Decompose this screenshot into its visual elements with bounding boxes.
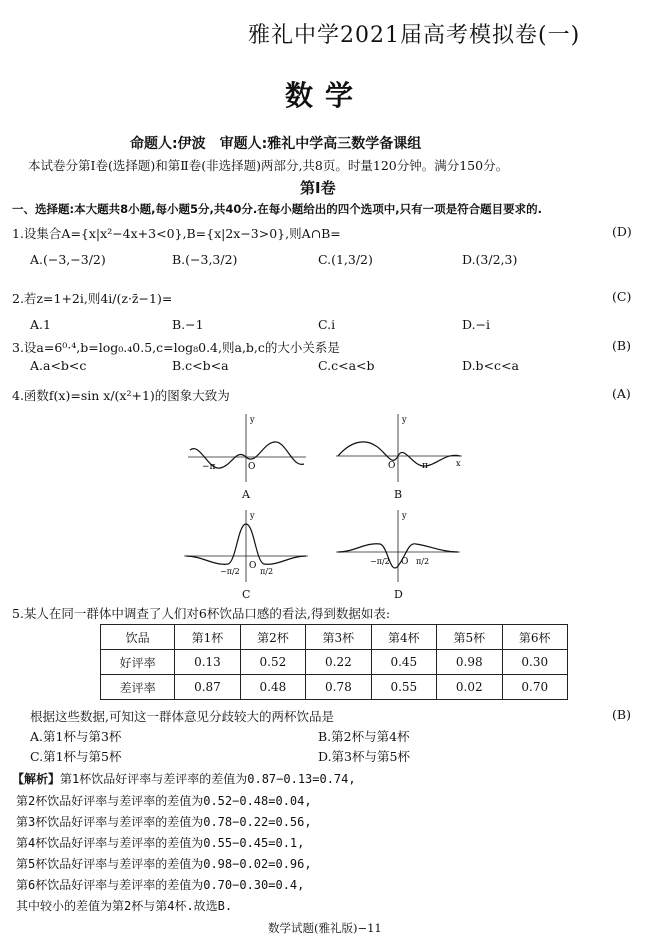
table-header-cell: 饮品 bbox=[101, 625, 175, 650]
question-3-option-c: C.c<a<b bbox=[318, 358, 375, 373]
page-footer: 数学试题(雅礼版)−11 bbox=[268, 921, 382, 935]
table-header-row bbox=[101, 625, 568, 650]
graph-d-neg-half-pi-tick: −π/2 bbox=[370, 557, 390, 566]
graph-c bbox=[184, 508, 310, 584]
table-cell: 0.30 bbox=[502, 650, 568, 675]
table-row bbox=[101, 675, 568, 700]
table-cell: 0.02 bbox=[437, 675, 502, 700]
table-header-cell: 第3杯 bbox=[306, 625, 371, 650]
exam-intro: 本试卷分第Ⅰ卷(选择题)和第Ⅱ卷(非选择题)两部分,共8页。时量120分钟。满分150分。 bbox=[28, 158, 509, 173]
graph-b-origin: O bbox=[388, 461, 396, 471]
graph-a-neg-pi-tick: −π bbox=[202, 462, 216, 472]
graph-b-pi-tick: π bbox=[422, 461, 428, 471]
solution-line-4: 第4杯饮品好评率与差评率的差值为0.55−0.45=0.1, bbox=[16, 836, 305, 850]
solution-line-7: 其中较小的差值为第2杯与第4杯.故选B. bbox=[16, 899, 233, 913]
question-5-option-b: B.第2杯与第4杯 bbox=[318, 729, 410, 744]
solution-line-2: 第2杯饮品好评率与差评率的差值为0.52−0.48=0.04, bbox=[16, 794, 312, 808]
table-row bbox=[101, 650, 568, 675]
graph-c-y-label: y bbox=[250, 511, 255, 520]
graph-a bbox=[188, 412, 308, 484]
exam-title: 雅礼中学2021届高考模拟卷(一) bbox=[248, 23, 581, 48]
solution-label: 【解析】 bbox=[12, 772, 61, 786]
table-header-cell: 第4杯 bbox=[371, 625, 436, 650]
question-5-stem: 5.某人在同一群体中调查了人们对6杯饮品口感的看法,得到数据如表: bbox=[12, 606, 391, 621]
graph-d-y-label: y bbox=[402, 511, 407, 520]
graph-c-half-pi-tick: π/2 bbox=[260, 567, 274, 576]
question-5-option-a: A.第1杯与第3杯 bbox=[30, 729, 122, 744]
question-5-answer: (B) bbox=[612, 707, 631, 722]
question-3-stem: 3.设a=6⁰·⁴,b=log₀.₄0.5,c=log₈0.4,则a,b,c的大小关系是 bbox=[12, 340, 340, 355]
solution-line-6: 第6杯饮品好评率与差评率的差值为0.70−0.30=0.4, bbox=[16, 878, 305, 892]
question-3-option-a: A.a<b<c bbox=[30, 358, 87, 373]
part-heading: 第Ⅰ卷 bbox=[300, 179, 336, 197]
question-3-option-d: D.b<c<a bbox=[462, 358, 519, 373]
graph-a-y-label: y bbox=[250, 415, 255, 424]
table-cell: 0.52 bbox=[240, 650, 305, 675]
graph-c-label: C bbox=[242, 588, 251, 601]
question-2-option-d: D.−i bbox=[462, 317, 491, 332]
graph-b-y-label: y bbox=[402, 415, 407, 424]
question-4-answer: (A) bbox=[612, 386, 631, 401]
question-2-option-a: A.1 bbox=[30, 317, 51, 332]
graph-a-label: A bbox=[242, 488, 250, 501]
subject-title: 数学 bbox=[285, 79, 366, 112]
table-cell: 0.87 bbox=[175, 675, 240, 700]
question-3-answer: (B) bbox=[612, 338, 631, 353]
question-2-answer: (C) bbox=[612, 289, 632, 304]
table-cell: 0.55 bbox=[371, 675, 436, 700]
table-cell: 差评率 bbox=[101, 675, 175, 700]
table-header-cell: 第2杯 bbox=[240, 625, 305, 650]
question-4-stem: 4.函数f(x)=sin x/(x²+1)的图象大致为 bbox=[12, 388, 230, 403]
question-3-option-b: B.c<b<a bbox=[172, 358, 229, 373]
question-5-followup: 根据这些数据,可知这一群体意见分歧较大的两杯饮品是 bbox=[30, 709, 334, 724]
graph-a-origin: O bbox=[248, 462, 256, 472]
solution-line-5: 第5杯饮品好评率与差评率的差值为0.98−0.02=0.96, bbox=[16, 857, 312, 871]
graph-d-half-pi-tick: π/2 bbox=[416, 557, 430, 566]
solution-text: 第1杯饮品好评率与差评率的差值为0.87−0.13=0.74, bbox=[60, 772, 356, 786]
ratings-table bbox=[100, 624, 568, 700]
table-cell: 好评率 bbox=[101, 650, 175, 675]
graph-d bbox=[336, 508, 462, 584]
question-1-option-d: D.(3/2,3) bbox=[462, 252, 518, 267]
graph-b bbox=[336, 412, 464, 484]
section-heading: 一、选择题:本大题共8小题,每小题5分,共40分.在每小题给出的四个选项中,只有一项是符合题目要求的. bbox=[12, 202, 542, 216]
question-1-option-a: A.(−3,−3/2) bbox=[30, 252, 106, 267]
table-cell: 0.22 bbox=[306, 650, 371, 675]
question-1-stem: 1.设集合A={x|x²−4x+3<0},B={x|2x−3>0},则A∩B= bbox=[12, 226, 341, 241]
table-cell: 0.45 bbox=[371, 650, 436, 675]
question-2-option-b: B.−1 bbox=[172, 317, 204, 332]
table-cell: 0.98 bbox=[437, 650, 502, 675]
authors-line: 命题人:伊波 审题人:雅礼中学高三数学备课组 bbox=[130, 136, 422, 152]
question-5-option-c: C.第1杯与第5杯 bbox=[30, 749, 122, 764]
solution-line-3: 第3杯饮品好评率与差评率的差值为0.78−0.22=0.56, bbox=[16, 815, 312, 829]
question-2-stem: 2.若z=1+2i,则4i/(z·z̄−1)= bbox=[12, 291, 173, 306]
graph-c-origin: O bbox=[249, 561, 257, 571]
table-cell: 0.13 bbox=[175, 650, 240, 675]
graph-c-neg-half-pi-tick: −π/2 bbox=[220, 567, 240, 576]
table-cell: 0.48 bbox=[240, 675, 305, 700]
solution-line-1 bbox=[12, 770, 356, 787]
table-header-cell: 第1杯 bbox=[175, 625, 240, 650]
table-header-cell: 第6杯 bbox=[502, 625, 568, 650]
question-1-option-b: B.(−3,3/2) bbox=[172, 252, 238, 267]
question-5-option-d: D.第3杯与第5杯 bbox=[318, 749, 410, 764]
question-1-answer: (D) bbox=[612, 224, 632, 239]
question-2-option-c: C.i bbox=[318, 317, 336, 332]
question-1-option-c: C.(1,3/2) bbox=[318, 252, 373, 267]
table-cell: 0.78 bbox=[306, 675, 371, 700]
graph-b-label: B bbox=[394, 488, 403, 501]
table-cell: 0.70 bbox=[502, 675, 568, 700]
graph-b-curve bbox=[338, 442, 460, 466]
graph-d-label: D bbox=[394, 588, 403, 601]
graph-d-origin: O bbox=[401, 557, 409, 567]
graph-b-x-label: x bbox=[456, 459, 461, 468]
table-header-cell: 第5杯 bbox=[437, 625, 502, 650]
